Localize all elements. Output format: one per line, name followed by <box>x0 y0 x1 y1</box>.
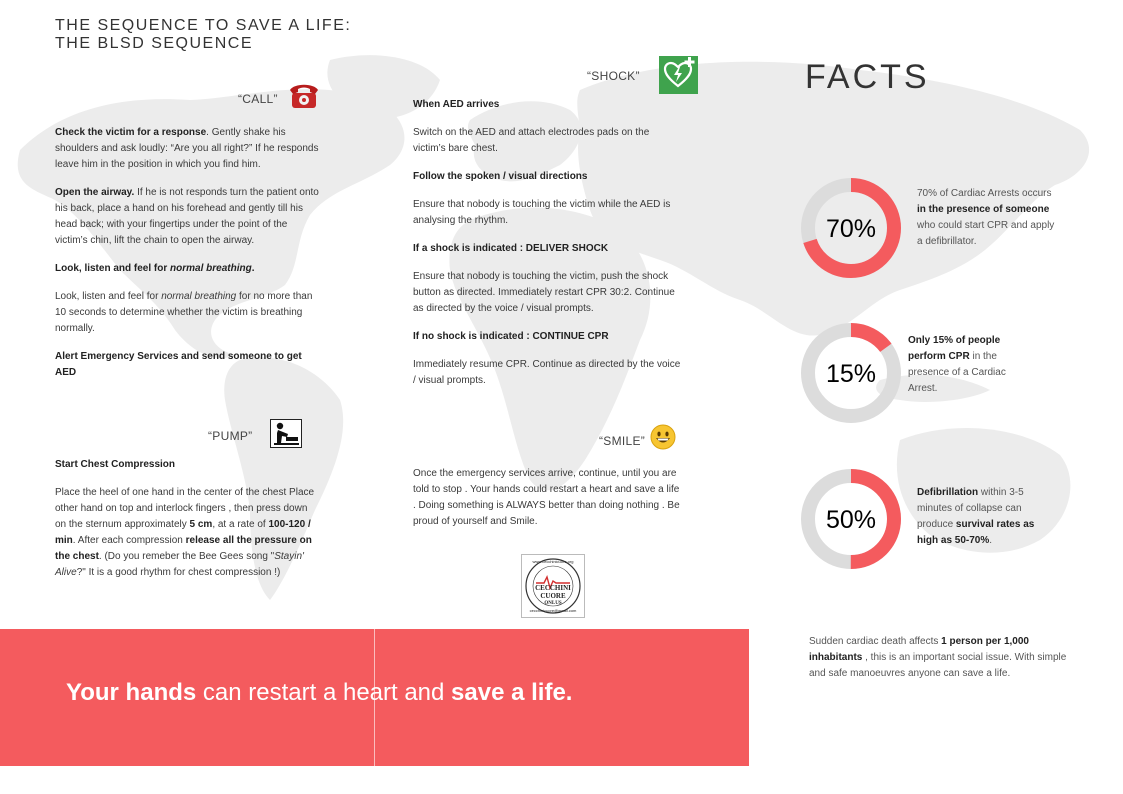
stat-ring-70 <box>798 175 904 281</box>
facts-heading: FACTS <box>805 58 930 96</box>
aed-arrives-paragraph: Switch on the AED and attach electrodes pads on the victim’s bare chest. <box>413 127 650 154</box>
slogan-text: Your hands can restart a heart and save a life. <box>66 679 573 706</box>
aed-arrives-heading: When AED arrives <box>413 99 500 110</box>
step-call-label: “CALL” <box>238 92 278 106</box>
aed-icon <box>659 56 698 94</box>
chest-compression-paragraph: Place the heel of one hand in the center of the chest Place other hand on top and interlock fingers , then press down on the sternum approximately 5 cm, at a rate of 100-120 / min. After each compression release all the pressure on the chest. (Do you remeber the Bee Gees song "Stayin' Alive?" It is a good rhythm for chest compression !) <box>55 487 315 578</box>
column-pump <box>55 457 320 581</box>
follow-directions-paragraph: Ensure that nobody is touching the victim while the AED is analysing the rhythm. <box>413 199 671 226</box>
smile-paragraph: Once the emergency services arrive, continue, until you are told to stop . Your hands could restart a heart and save a life . Doing something is ALWAYS better than doing nothing . Be proud of yourself and Smile. <box>413 468 680 527</box>
page-title: THE SEQUENCE TO SAVE A LIFE: THE BLSD SEQUENCE <box>55 17 352 52</box>
stat-ring-15 <box>798 320 904 426</box>
open-airway-paragraph: Open the airway. If he is not responds turn the patient onto his back, place a hand on his forehead and gently till his head back; with your fingertips under the point of the victim’s chin, lift the chain to open the airway. <box>55 187 319 246</box>
look-listen-paragraph: Look, listen and feel for normal breathing for no more than 10 seconds to determine whether the victim is breathing normally. <box>55 291 313 334</box>
cpr-icon <box>270 419 302 448</box>
logo-name: CECCHINI CUORE <box>535 584 571 600</box>
look-listen-heading: Look, listen and feel for normal breathing. <box>55 263 255 274</box>
stat-label-15: 15% <box>825 360 877 388</box>
stat-ring-50 <box>798 466 904 572</box>
step-shock-label: “SHOCK” <box>587 69 640 83</box>
check-response-paragraph: Check the victim for a response. Gently shake his shoulders and ask loudly: “Are you all right?” If he responds leave him in the position in which you find him. <box>55 127 319 170</box>
column-smile <box>413 466 681 530</box>
continue-cpr-paragraph: Immediately resume CPR. Continue as directed by the voice / visual prompts. <box>413 359 681 386</box>
logo-email: cecchinicuore@gmail.com <box>529 608 577 613</box>
stat-label-50: 50% <box>825 506 877 534</box>
smile-emoji-icon <box>650 424 676 450</box>
deliver-shock-heading: If a shock is indicated : DELIVER SHOCK <box>413 243 609 254</box>
deliver-shock-paragraph: Ensure that nobody is touching the victim, push the shock button as directed. Immediately restart CPR 30:2. Continue as directed by the voice / visual prompts. <box>413 271 675 314</box>
column-shock <box>413 97 681 389</box>
telephone-icon <box>289 81 319 109</box>
step-smile-label: “SMILE” <box>599 434 646 448</box>
chest-compression-heading: Start Chest Compression <box>55 459 176 470</box>
logo-url: www.cecchinicuore.org <box>532 559 574 564</box>
stat-text-50: Defibrillation within 3-5 minutes of collapse can produce survival rates as high as 50-70%. <box>917 487 1035 546</box>
stat-text-15: Only 15% of people perform CPR in the presence of a Cardiac Arrest. <box>908 335 1006 394</box>
follow-directions-heading: Follow the spoken / visual directions <box>413 171 588 182</box>
continue-cpr-heading: If no shock is indicated : CONTINUE CPR <box>413 331 609 342</box>
stat-label-70: 70% <box>825 215 877 243</box>
step-pump-label: “PUMP” <box>208 429 253 443</box>
column-call <box>55 125 320 381</box>
sudden-death-note: Sudden cardiac death affects 1 person per 1,000 inhabitants , this is an important social issue. With simple and safe manoeuvres anyone can save a life. <box>809 636 1067 679</box>
alert-services-paragraph: Alert Emergency Services and send someone to get AED <box>55 351 302 378</box>
stat-text-70: 70% of Cardiac Arrests occurs in the presence of someone who could start CPR and apply a defibrillator. <box>917 188 1055 247</box>
cecchini-cuore-logo <box>521 554 585 618</box>
logo-sub: ONLUS <box>544 601 562 606</box>
